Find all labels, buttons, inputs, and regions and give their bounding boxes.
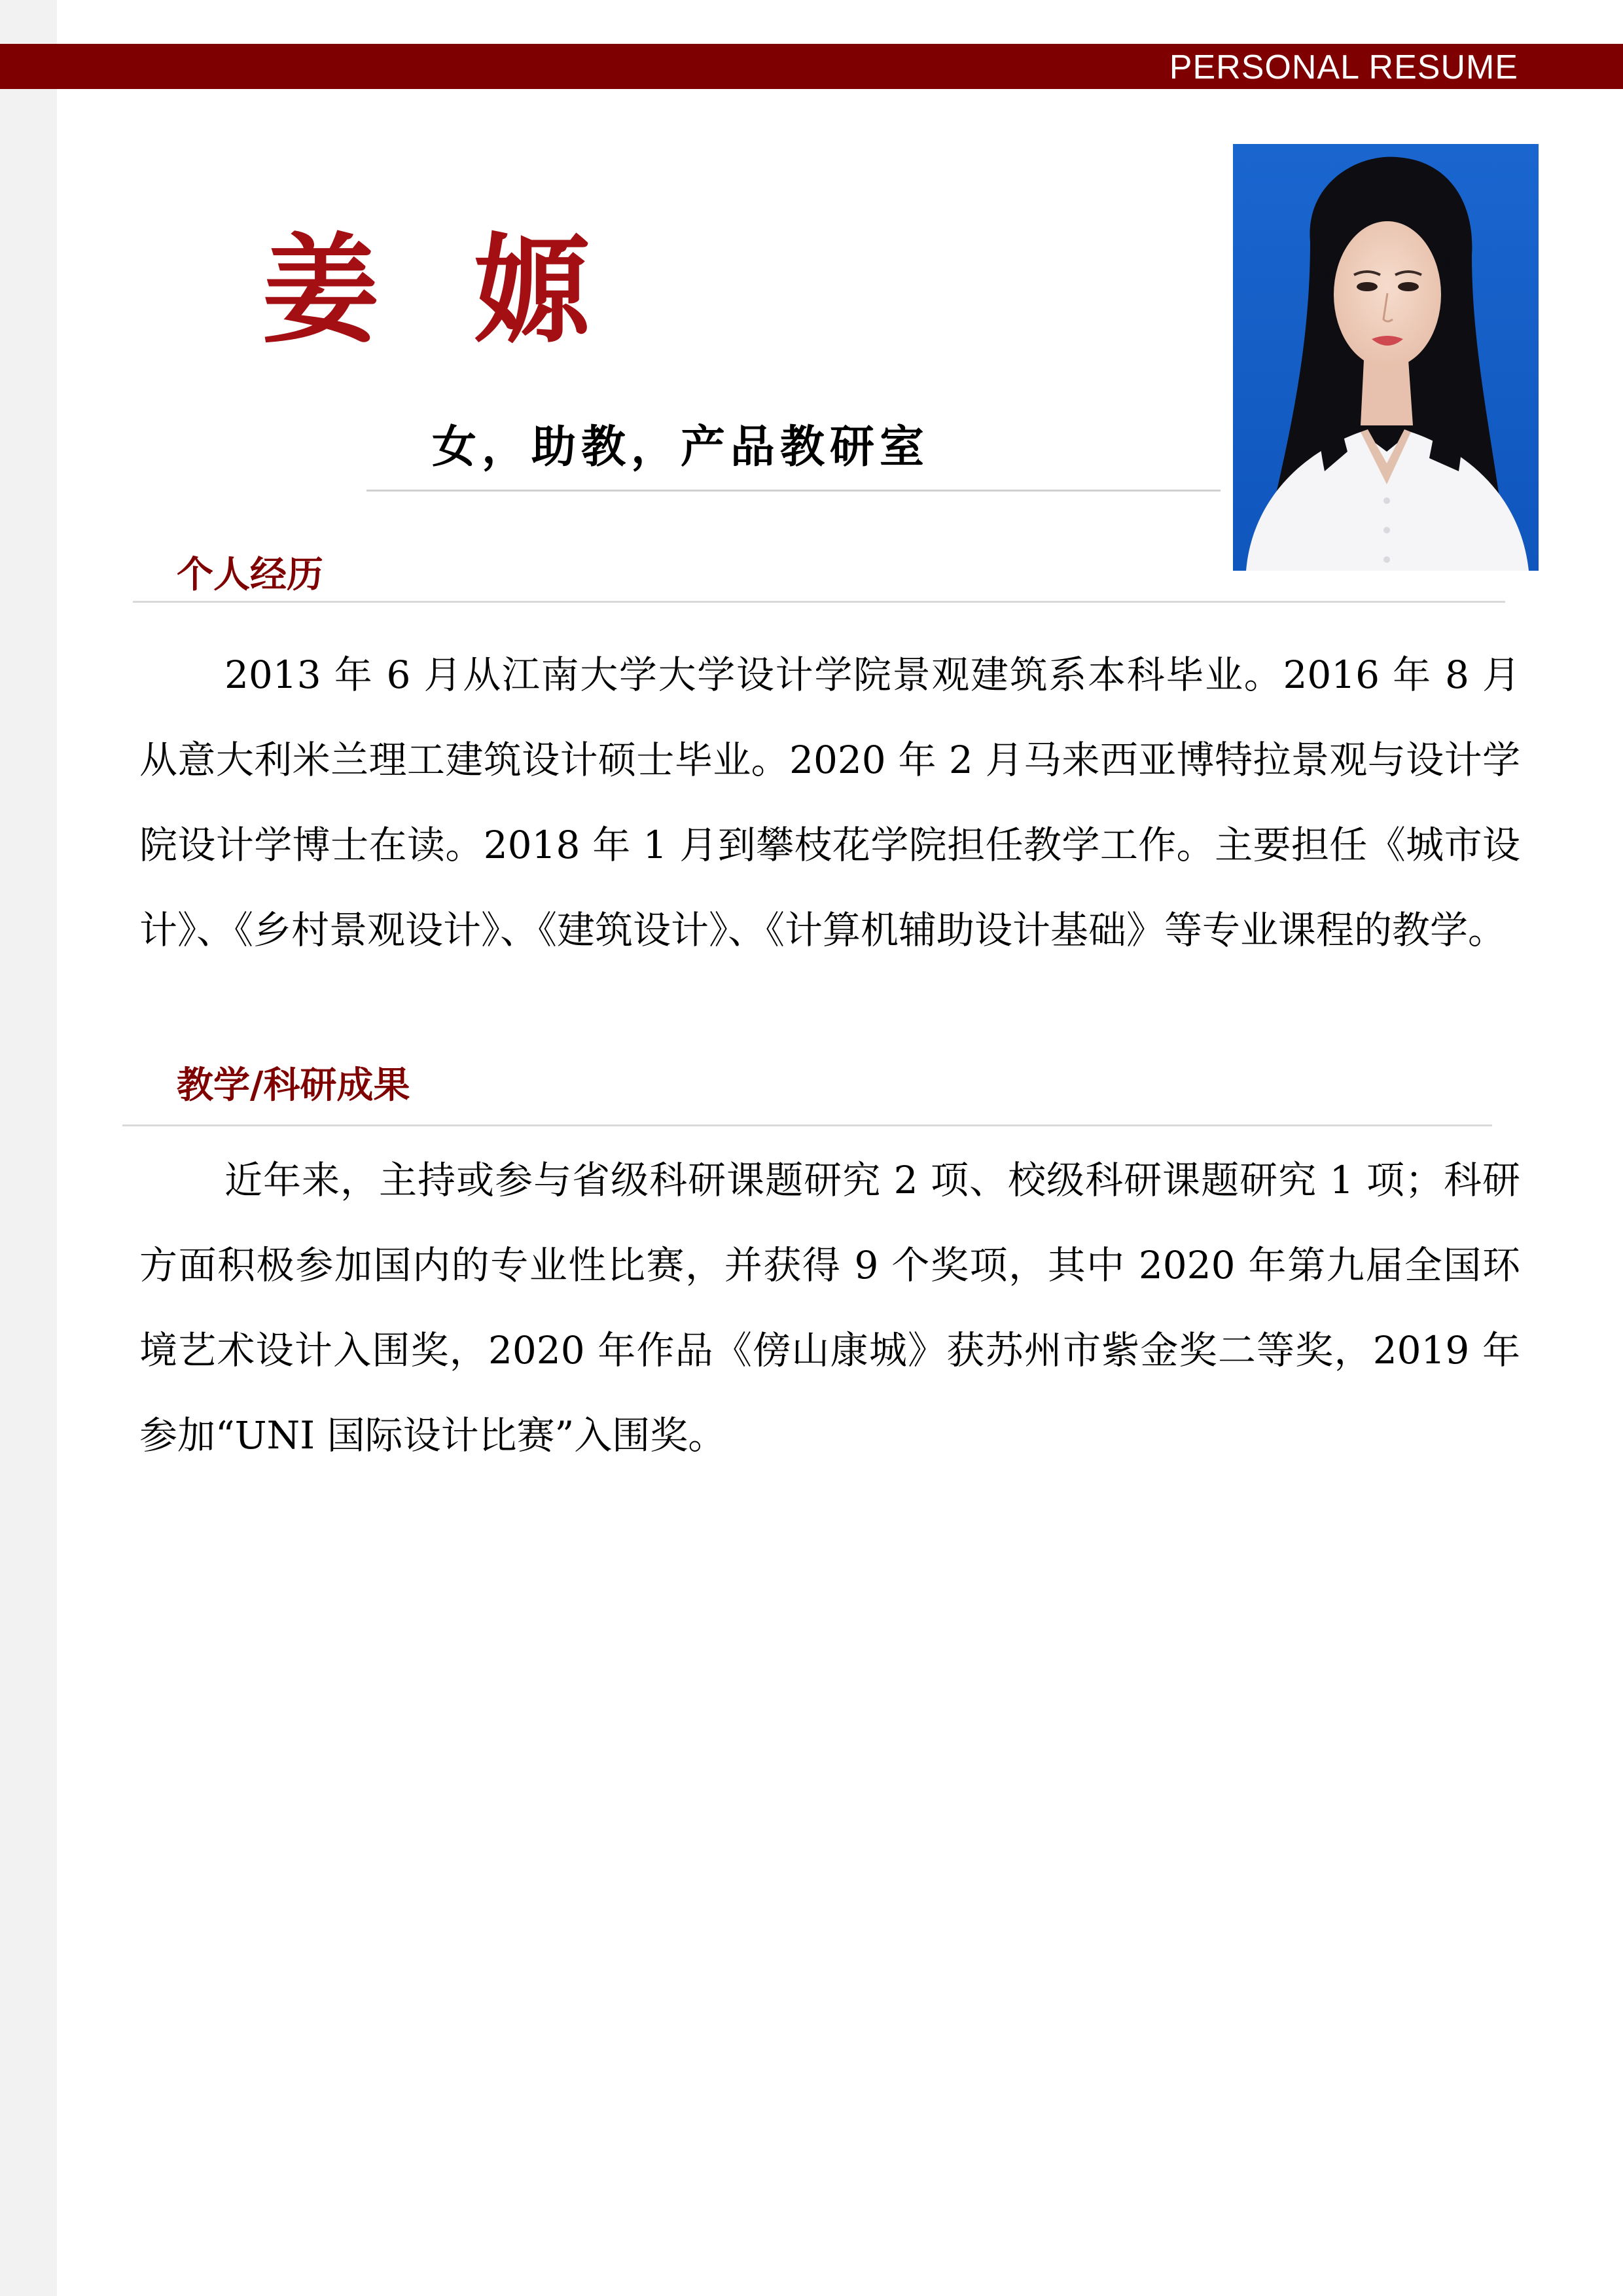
header-label: PERSONAL RESUME xyxy=(1169,48,1518,86)
person-subtitle: 女，助教，产品教研室 xyxy=(432,421,930,473)
portrait-photo xyxy=(1233,144,1539,571)
section-title-experience: 个人经历 xyxy=(177,554,323,596)
subtitle-divider xyxy=(366,490,1221,492)
section-title-achievements: 教学/科研成果 xyxy=(177,1064,410,1107)
portrait-illustration xyxy=(1233,144,1539,571)
person-name: 姜 嫄 xyxy=(262,223,617,359)
header-bar xyxy=(0,44,1623,89)
left-margin-strip xyxy=(0,0,57,2296)
achievements-paragraph: 近年来，主持或参与省级科研课题研究 2 项、校级科研课题研究 1 项；科研方面积极参加国内的专业性比赛，并获得 9 个奖项，其中 2020 年第九届全国环境艺术设计入围奖，2020 年作品《傍山康城》获苏州市紫金奖二等奖，2019 年参加“UNI 国际设计比赛”入围奖。 xyxy=(139,1158,1520,1458)
section-divider-achievements xyxy=(122,1124,1492,1126)
experience-paragraph: 2013 年 6 月从江南大学大学设计学院景观建筑系本科毕业。2016 年 8 月从意大利米兰理工建筑设计硕士毕业。2020 年 2 月马来西亚博特拉景观与设计学院设计学博士在读。2018 年 1 月到攀枝花学院担任教学工作。主要担任《城市设计》、《乡村景观设计》、《建筑设计》、《计算机辅助设计基础》等专业课程的教学。 xyxy=(139,653,1520,952)
section-divider-experience xyxy=(133,601,1505,603)
